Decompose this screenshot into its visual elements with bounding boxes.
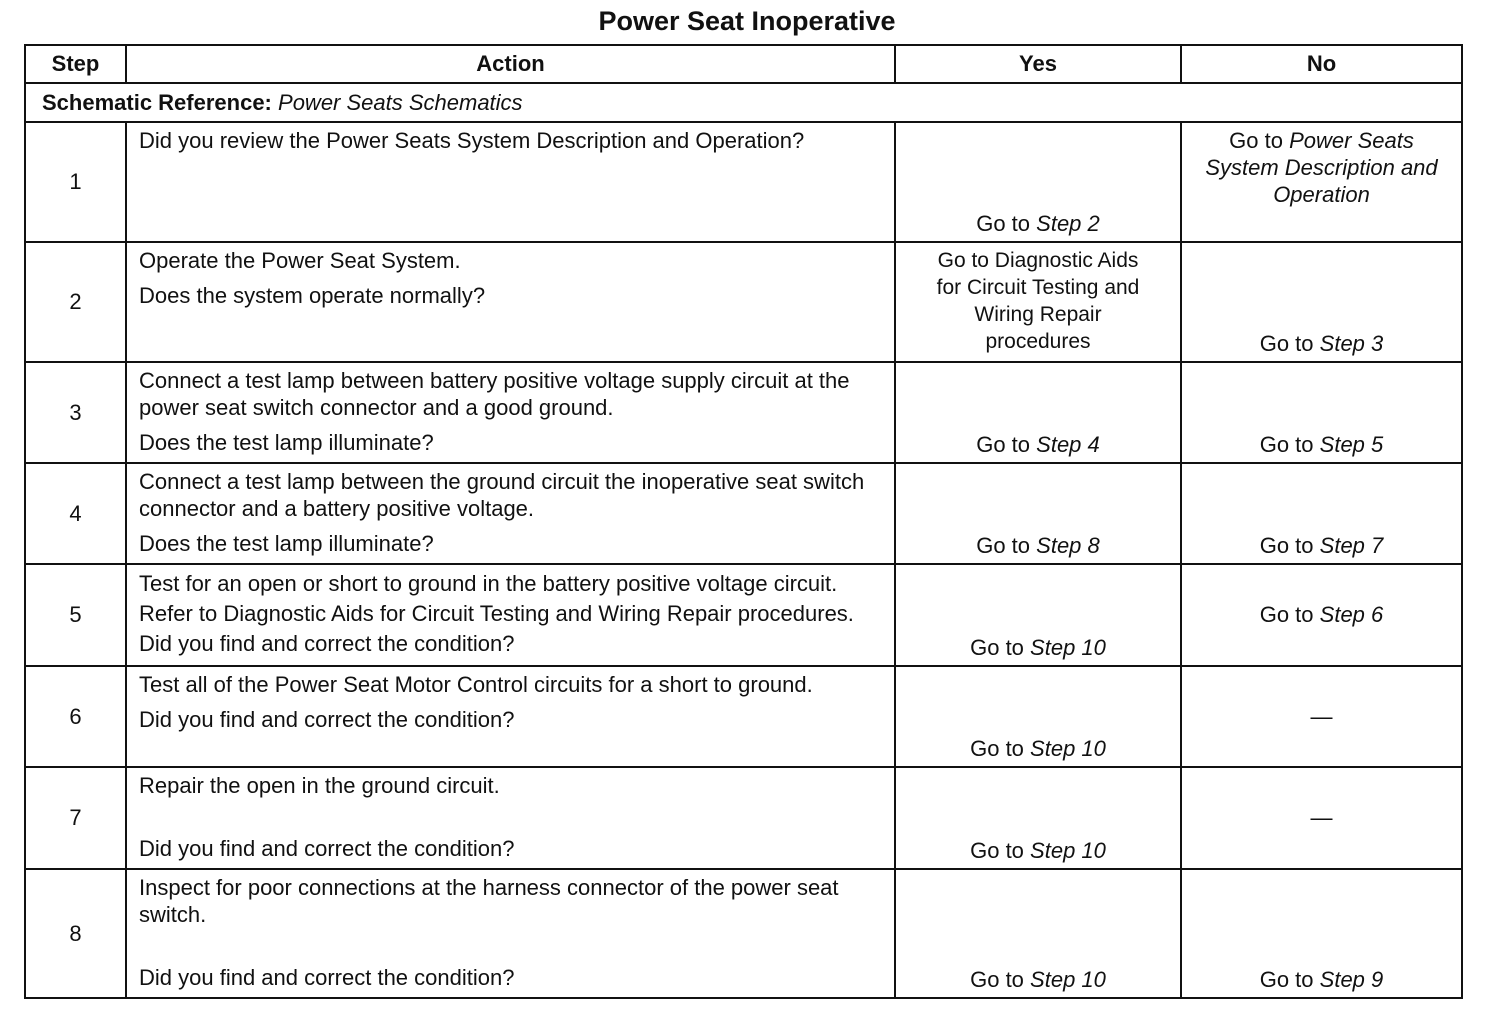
yes-cell bbox=[895, 564, 1181, 666]
header-action: Action bbox=[126, 45, 895, 83]
step-number: 1 bbox=[25, 122, 126, 242]
yes-link[interactable]: Step 10 bbox=[1030, 635, 1106, 660]
no-link[interactable]: Step 3 bbox=[1319, 331, 1384, 356]
table-row bbox=[25, 242, 1462, 362]
no-link[interactable]: Power Seats System Description and Operation bbox=[1205, 128, 1438, 207]
no-prefix: Go to bbox=[1259, 967, 1314, 992]
step-number: 2 bbox=[25, 242, 126, 362]
action-text: Repair the open in the ground circuit. bbox=[139, 773, 500, 798]
no-cell bbox=[1181, 767, 1462, 869]
yes-link[interactable]: Step 4 bbox=[1036, 432, 1100, 457]
yes-link[interactable]: Go to Diagnostic Aids for Circuit Testing and Wiring Repair procedures bbox=[936, 249, 1140, 353]
action-question: Did you find and correct the condition? bbox=[139, 707, 515, 732]
action-question: Does the system operate normally? bbox=[139, 283, 486, 308]
no-link[interactable]: Step 6 bbox=[1319, 602, 1384, 627]
action-question: Does the test lamp illuminate? bbox=[139, 531, 434, 556]
table-row bbox=[25, 362, 1462, 463]
action-text: Operate the Power Seat System. bbox=[139, 248, 461, 273]
no-dash: — bbox=[1310, 703, 1333, 729]
step-number: 8 bbox=[25, 869, 126, 998]
yes-link[interactable]: Step 10 bbox=[1030, 967, 1106, 992]
no-link[interactable]: Step 7 bbox=[1319, 533, 1384, 558]
no-cell bbox=[1181, 666, 1462, 767]
step-action bbox=[126, 666, 895, 767]
yes-cell bbox=[895, 122, 1181, 242]
yes-prefix: Go to bbox=[970, 736, 1024, 761]
yes-link[interactable]: Step 10 bbox=[1030, 736, 1106, 761]
step-action bbox=[126, 767, 895, 869]
action-text: Connect a test lamp between the ground circuit the inoperative seat switch connector and a battery positive voltage. bbox=[139, 469, 865, 521]
action-text: Test for an open or short to ground in the battery positive voltage circuit. Refer to Diagnostic Aids for Circuit Testing and Wiring Repair procedures. Did you find and correct the condition? bbox=[139, 571, 854, 656]
no-prefix: Go to bbox=[1259, 331, 1314, 356]
action-text: Test all of the Power Seat Motor Control circuits for a short to ground. bbox=[139, 672, 813, 697]
no-prefix: Go to bbox=[1259, 602, 1314, 627]
yes-cell bbox=[895, 869, 1181, 998]
no-cell bbox=[1181, 242, 1462, 362]
table-row bbox=[25, 463, 1462, 564]
no-link[interactable]: Step 5 bbox=[1319, 432, 1384, 457]
yes-prefix: Go to bbox=[976, 432, 1031, 457]
step-action bbox=[126, 242, 895, 362]
step-number: 3 bbox=[25, 362, 126, 463]
step-number: 7 bbox=[25, 767, 126, 869]
schematic-reference-link[interactable]: Power Seats Schematics bbox=[278, 89, 523, 115]
no-cell bbox=[1181, 122, 1462, 242]
no-cell bbox=[1181, 869, 1462, 998]
header-step: Step bbox=[25, 45, 126, 83]
table-row bbox=[25, 767, 1462, 869]
yes-cell bbox=[895, 463, 1181, 564]
step-action bbox=[126, 362, 895, 463]
yes-link[interactable]: Step 10 bbox=[1030, 838, 1106, 863]
schematic-reference-row bbox=[25, 83, 1462, 122]
yes-prefix: Go to bbox=[976, 533, 1031, 558]
yes-cell bbox=[895, 666, 1181, 767]
action-question: Does the test lamp illuminate? bbox=[139, 430, 434, 455]
yes-prefix: Go to bbox=[976, 211, 1031, 236]
page-title: Power Seat Inoperative bbox=[598, 6, 896, 36]
table-row bbox=[25, 666, 1462, 767]
step-action bbox=[126, 463, 895, 564]
action-text: Connect a test lamp between battery positive voltage supply circuit at the power seat switch connector and a good ground. bbox=[139, 368, 850, 420]
step-action bbox=[126, 122, 895, 242]
no-prefix: Go to bbox=[1259, 533, 1314, 558]
yes-prefix: Go to bbox=[970, 635, 1024, 660]
action-question: Did you find and correct the condition? bbox=[139, 965, 515, 990]
no-prefix: Go to bbox=[1259, 432, 1314, 457]
yes-cell bbox=[895, 362, 1181, 463]
action-text: Inspect for poor connections at the harness connector of the power seat switch. bbox=[139, 875, 839, 927]
yes-prefix: Go to bbox=[970, 967, 1024, 992]
step-action bbox=[126, 564, 895, 666]
no-cell bbox=[1181, 564, 1462, 666]
diagnostic-table bbox=[24, 44, 1463, 999]
yes-link[interactable]: Step 2 bbox=[1036, 211, 1100, 236]
step-action bbox=[126, 869, 895, 998]
yes-cell bbox=[895, 767, 1181, 869]
action-question: Did you find and correct the condition? bbox=[139, 836, 515, 861]
table-row bbox=[25, 122, 1462, 242]
step-number: 4 bbox=[25, 463, 126, 564]
no-cell bbox=[1181, 463, 1462, 564]
no-cell bbox=[1181, 362, 1462, 463]
yes-link[interactable]: Step 8 bbox=[1036, 533, 1100, 558]
no-prefix: Go to bbox=[1229, 128, 1283, 153]
action-text: Did you review the Power Seats System Description and Operation? bbox=[139, 128, 805, 153]
schematic-reference bbox=[25, 83, 1462, 122]
header-yes: Yes bbox=[895, 45, 1181, 83]
no-link[interactable]: Step 9 bbox=[1319, 967, 1384, 992]
step-number: 6 bbox=[25, 666, 126, 767]
step-number: 5 bbox=[25, 564, 126, 666]
yes-cell bbox=[895, 242, 1181, 362]
no-dash: — bbox=[1310, 805, 1333, 830]
table-row bbox=[25, 564, 1462, 666]
yes-prefix: Go to bbox=[970, 838, 1024, 863]
header-row bbox=[25, 45, 1462, 83]
table-row bbox=[25, 869, 1462, 998]
header-no: No bbox=[1181, 45, 1462, 83]
schematic-reference-label: Schematic Reference: bbox=[42, 89, 272, 115]
